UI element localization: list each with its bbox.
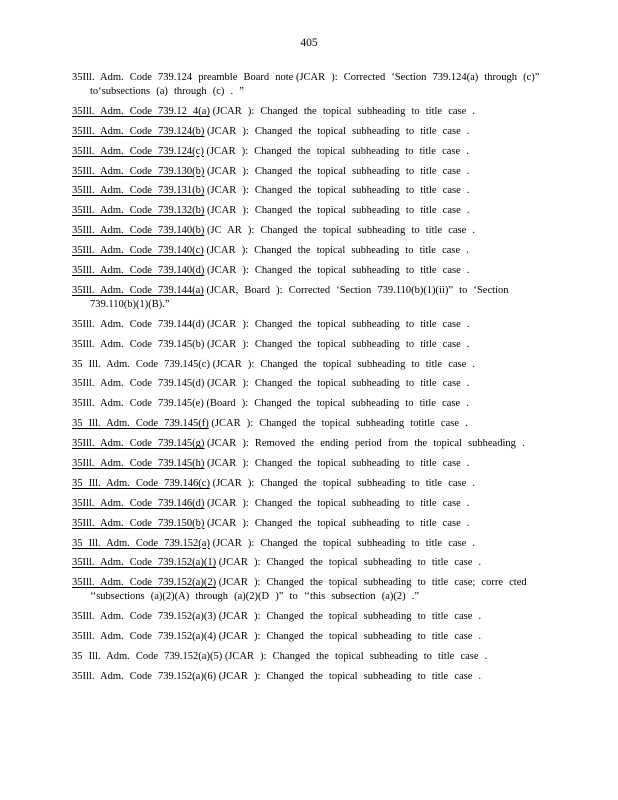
code-citation: 35Ill. Adm. Code 739.145(b) — [72, 338, 205, 350]
code-citation: 35 Ill. Adm. Code 739.152(a) — [72, 537, 210, 549]
list-item — [72, 437, 548, 451]
code-citation: 35 Ill. Adm. Code 739.146(c) — [72, 477, 210, 489]
change-note: (JCAR ): Changed the topical subheading totitle case . — [211, 418, 468, 430]
change-note: (JCAR ): Changed the topical subheading to title case . — [207, 338, 470, 350]
list-item — [72, 417, 548, 431]
change-note: (JCAR ): Changed the topical subheading to title case . — [206, 145, 469, 157]
change-note: (JC AR ): Changed the topical subheading to title case . — [207, 225, 476, 237]
list-item — [72, 105, 548, 119]
list-item — [72, 477, 548, 491]
code-citation: 35Ill. Adm. Code 739.140(d) — [72, 265, 205, 277]
change-note: (JCAR ): Changed the topical subheading to title case . — [218, 670, 482, 682]
change-note: (JCAR ): Changed the topical subheading to title case . — [224, 651, 488, 663]
change-note: (JCAR ): Changed the topical subheading to title case; corre cted ‘‘subsections (a)(2)(A) through (a)(2)(D )” to ‘‘this subsection (a)(2) .” — [90, 577, 527, 603]
list-item — [72, 318, 548, 332]
code-citation: 35Ill. Adm. Code 739.12 4(a) — [72, 105, 210, 117]
code-citation: 35Ill. Adm. Code 739.124(b) — [72, 125, 205, 137]
list-item — [72, 397, 548, 411]
code-citation: 35Ill. Adm. Code 739.130(b) — [72, 165, 205, 177]
code-citation: 35Ill. Adm. Code 739.144(a) — [72, 284, 204, 296]
code-citation: 35Ill. Adm. Code 739.146(d) — [72, 497, 205, 509]
code-citation: 35Ill. Adm. Code 739.145(d) — [72, 378, 205, 390]
change-note: (JCAR ): Changed the topical subheading to title case . — [212, 537, 476, 549]
change-note: (JCAR ): Changed the topical subheading to title case . — [207, 318, 470, 330]
list-item — [72, 457, 548, 471]
code-citation: 35Ill. Adm. Code 739.152(a)(6) — [72, 670, 217, 682]
list-item — [72, 184, 548, 198]
list-item — [72, 125, 548, 139]
code-citation: 35Ill. Adm. Code 739.145(h) — [72, 458, 205, 470]
code-citation: 35Ill. Adm. Code 739.145(g) — [72, 438, 205, 450]
change-note: (JCAR ): Changed the topical subheading to title case . — [212, 358, 476, 370]
list-item — [72, 145, 548, 159]
change-note: (JCAR ): Removed the ending period from the topical subheading . — [207, 438, 525, 450]
code-citation: 35Ill. Adm. Code 739.150(b) — [72, 517, 205, 529]
change-note: (Board ): Changed the topical subheading to title case . — [206, 398, 469, 410]
change-note: (JCAR ): Changed the topical subheading to title case . — [207, 125, 470, 137]
change-note: (JCAR ): Changed the topical subheading to title case . — [207, 497, 470, 509]
change-note: (JCAR ): Changed the topical subheading to title case . — [218, 557, 482, 569]
code-citation: 35Ill. Adm. Code 739.124(c) — [72, 145, 204, 157]
change-note: (JCAR ): Changed the topical subheading to title case . — [218, 611, 482, 623]
list-item — [72, 650, 548, 664]
change-note: (JCAR ): Changed the topical subheading to title case . — [207, 165, 470, 177]
change-note: (JCAR ): Changed the topical subheading to title case . — [207, 517, 470, 529]
list-item — [72, 284, 548, 312]
code-citation: 35Ill. Adm. Code 739.152(a)(2) — [72, 577, 217, 589]
page-number: 405 — [300, 37, 318, 49]
code-citation: 35Ill. Adm. Code 739.140(c) — [72, 245, 204, 257]
code-citation: 35Ill. Adm. Code 739.124 preamble Board note — [72, 72, 294, 83]
code-citation: 35 Ill. Adm. Code 739.145(c) — [72, 358, 210, 370]
list-item — [72, 670, 548, 684]
code-citation: 35Ill. Adm. Code 739.152(a)(1) — [72, 557, 217, 569]
change-note: (JCAR, Board ): Corrected ‘Section 739.110(b)(1)(ii)” to ‘Section 739.110(b)(1)(B).” — [90, 284, 509, 310]
change-note: (JCAR ): Changed the topical subheading to title case . — [212, 105, 476, 117]
list-item — [72, 576, 548, 604]
change-note: (JCAR ): Changed the topical subheading to title case . — [218, 631, 482, 643]
change-note: (JCAR ): Changed the topical subheading to title case . — [206, 245, 469, 257]
change-note: (JCAR ): Changed the topical subheading to title case . — [212, 477, 476, 489]
code-citation: 35Ill. Adm. Code 739.140(b) — [72, 225, 205, 237]
list-item — [72, 244, 548, 258]
change-note: (JCAR ): Changed the topical subheading to title case . — [207, 378, 470, 390]
code-citation: 35 Ill. Adm. Code 739.145(f) — [72, 418, 209, 430]
change-note: (JCAR ): Changed the topical subheading to title case . — [207, 265, 470, 277]
list-item — [72, 610, 548, 624]
list-item — [72, 204, 548, 218]
change-note: (JCAR ): Changed the topical subheading to title case . — [207, 205, 470, 217]
list-item — [72, 338, 548, 352]
code-citation: 35Ill. Adm. Code 739.144(d) — [72, 318, 205, 330]
list-item — [72, 71, 548, 99]
list-item — [72, 497, 548, 511]
list-item — [72, 224, 548, 238]
change-note: (JCAR ): Corrected ‘Section 739.124(a) through (c)” to‘subsections (a) through (c) . ” — [90, 72, 540, 97]
list-item — [72, 264, 548, 278]
list-item — [72, 556, 548, 570]
list-item — [72, 377, 548, 391]
code-citation: 35Ill. Adm. Code 739.152(a)(4) — [72, 631, 217, 643]
list-item — [72, 165, 548, 179]
list-item — [72, 630, 548, 644]
change-note: (JCAR ): Changed the topical subheading to title case . — [207, 458, 470, 470]
list-item — [72, 358, 548, 372]
list-item — [72, 537, 548, 551]
code-citation: 35Ill. Adm. Code 739.152(a)(3) — [72, 611, 217, 623]
code-citation: 35Ill. Adm. Code 739.132(b) — [72, 205, 205, 217]
code-citation: 35Ill. Adm. Code 739.131(b) — [72, 185, 205, 197]
code-citation: 35Ill. Adm. Code 739.145(e) — [72, 398, 204, 410]
change-note: (JCAR ): Changed the topical subheading to title case . — [207, 185, 470, 197]
list-item — [72, 517, 548, 531]
code-citation: 35 Ill. Adm. Code 739.152(a)(5) — [72, 651, 223, 663]
amendment-list — [72, 71, 548, 690]
